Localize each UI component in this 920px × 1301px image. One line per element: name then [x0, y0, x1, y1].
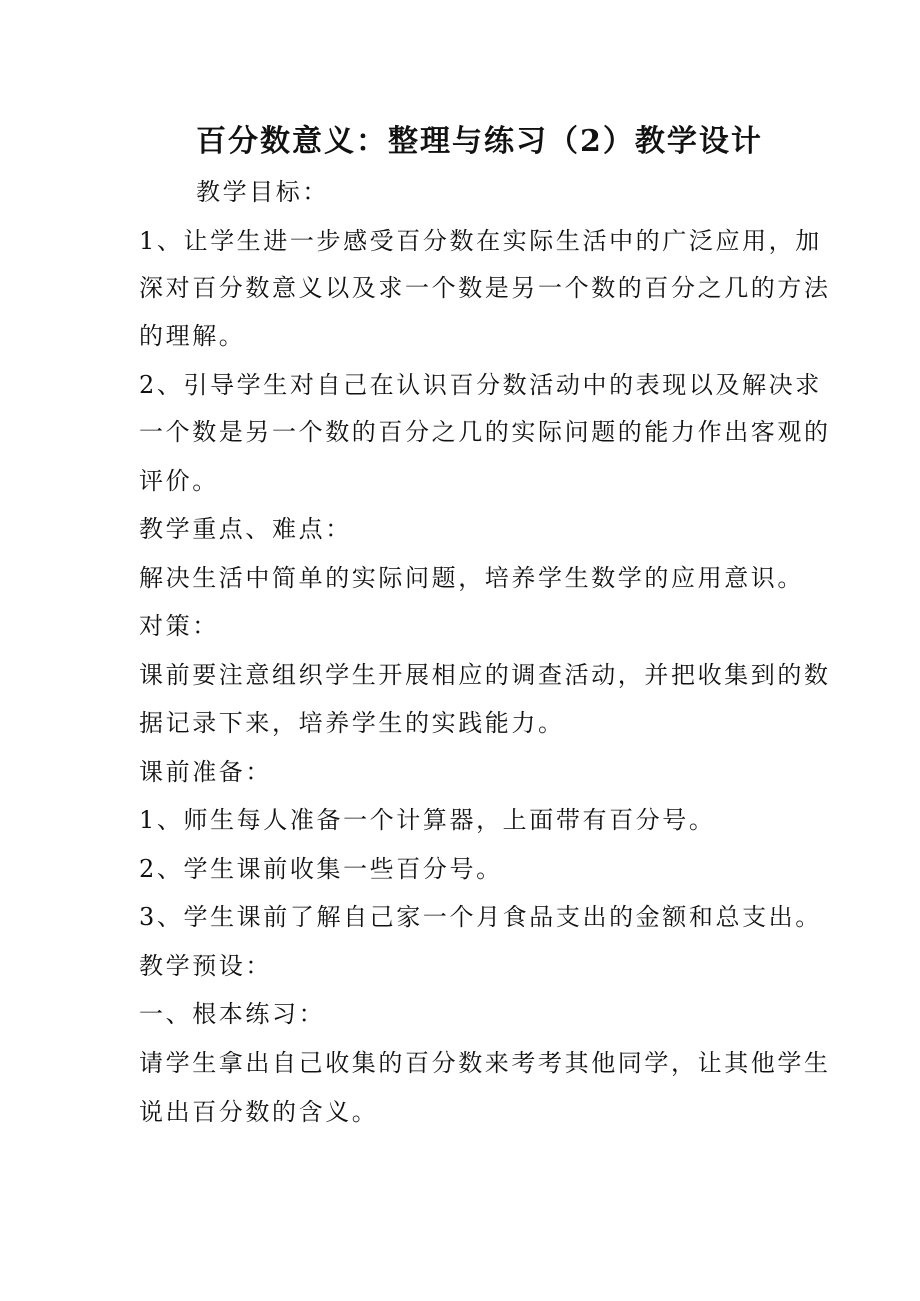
- text-line: 解决生活中简单的实际问题，培养学生数学的应用意识。: [139, 564, 804, 592]
- text-line: 1、师生每人准备一个计算器，上面带有百分号。: [139, 806, 716, 834]
- text-line: 1、让学生进一步感受百分数在实际生活中的广泛应用，加: [139, 227, 822, 255]
- text-line: 教学目标：: [196, 178, 329, 206]
- text-line: 课前准备：: [139, 758, 272, 786]
- text-line: 2、学生课前收集一些百分号。: [139, 855, 503, 883]
- text-line: 课前要注意组织学生开展相应的调查活动，并把收集到的数: [139, 661, 831, 689]
- text-line: 3、学生课前了解自己家一个月食品支出的金额和总支出。: [139, 903, 822, 931]
- text-line: 据记录下来，培养学生的实践能力。: [139, 709, 565, 737]
- text-line: 评价。: [139, 467, 219, 495]
- text-line: 教学重点、难点：: [139, 515, 352, 543]
- text-line: 的理解。: [139, 322, 246, 350]
- text-line: 请学生拿出自己收集的百分数来考考其他同学，让其他学生: [139, 1049, 831, 1077]
- text-line: 一、根本练习：: [139, 1000, 326, 1028]
- document-title: 百分数意义：整理与练习（2）教学设计: [196, 124, 763, 159]
- text-line: 教学预设：: [139, 952, 272, 980]
- text-line: 对策：: [139, 612, 219, 640]
- text-line: 说出百分数的含义。: [139, 1098, 379, 1126]
- text-line: 一个数是另一个数的百分之几的实际问题的能力作出客观的: [139, 418, 831, 446]
- text-line: 深对百分数意义以及求一个数是另一个数的百分之几的方法: [139, 274, 831, 302]
- text-line: 2、引导学生对自己在认识百分数活动中的表现以及解决求: [139, 371, 822, 399]
